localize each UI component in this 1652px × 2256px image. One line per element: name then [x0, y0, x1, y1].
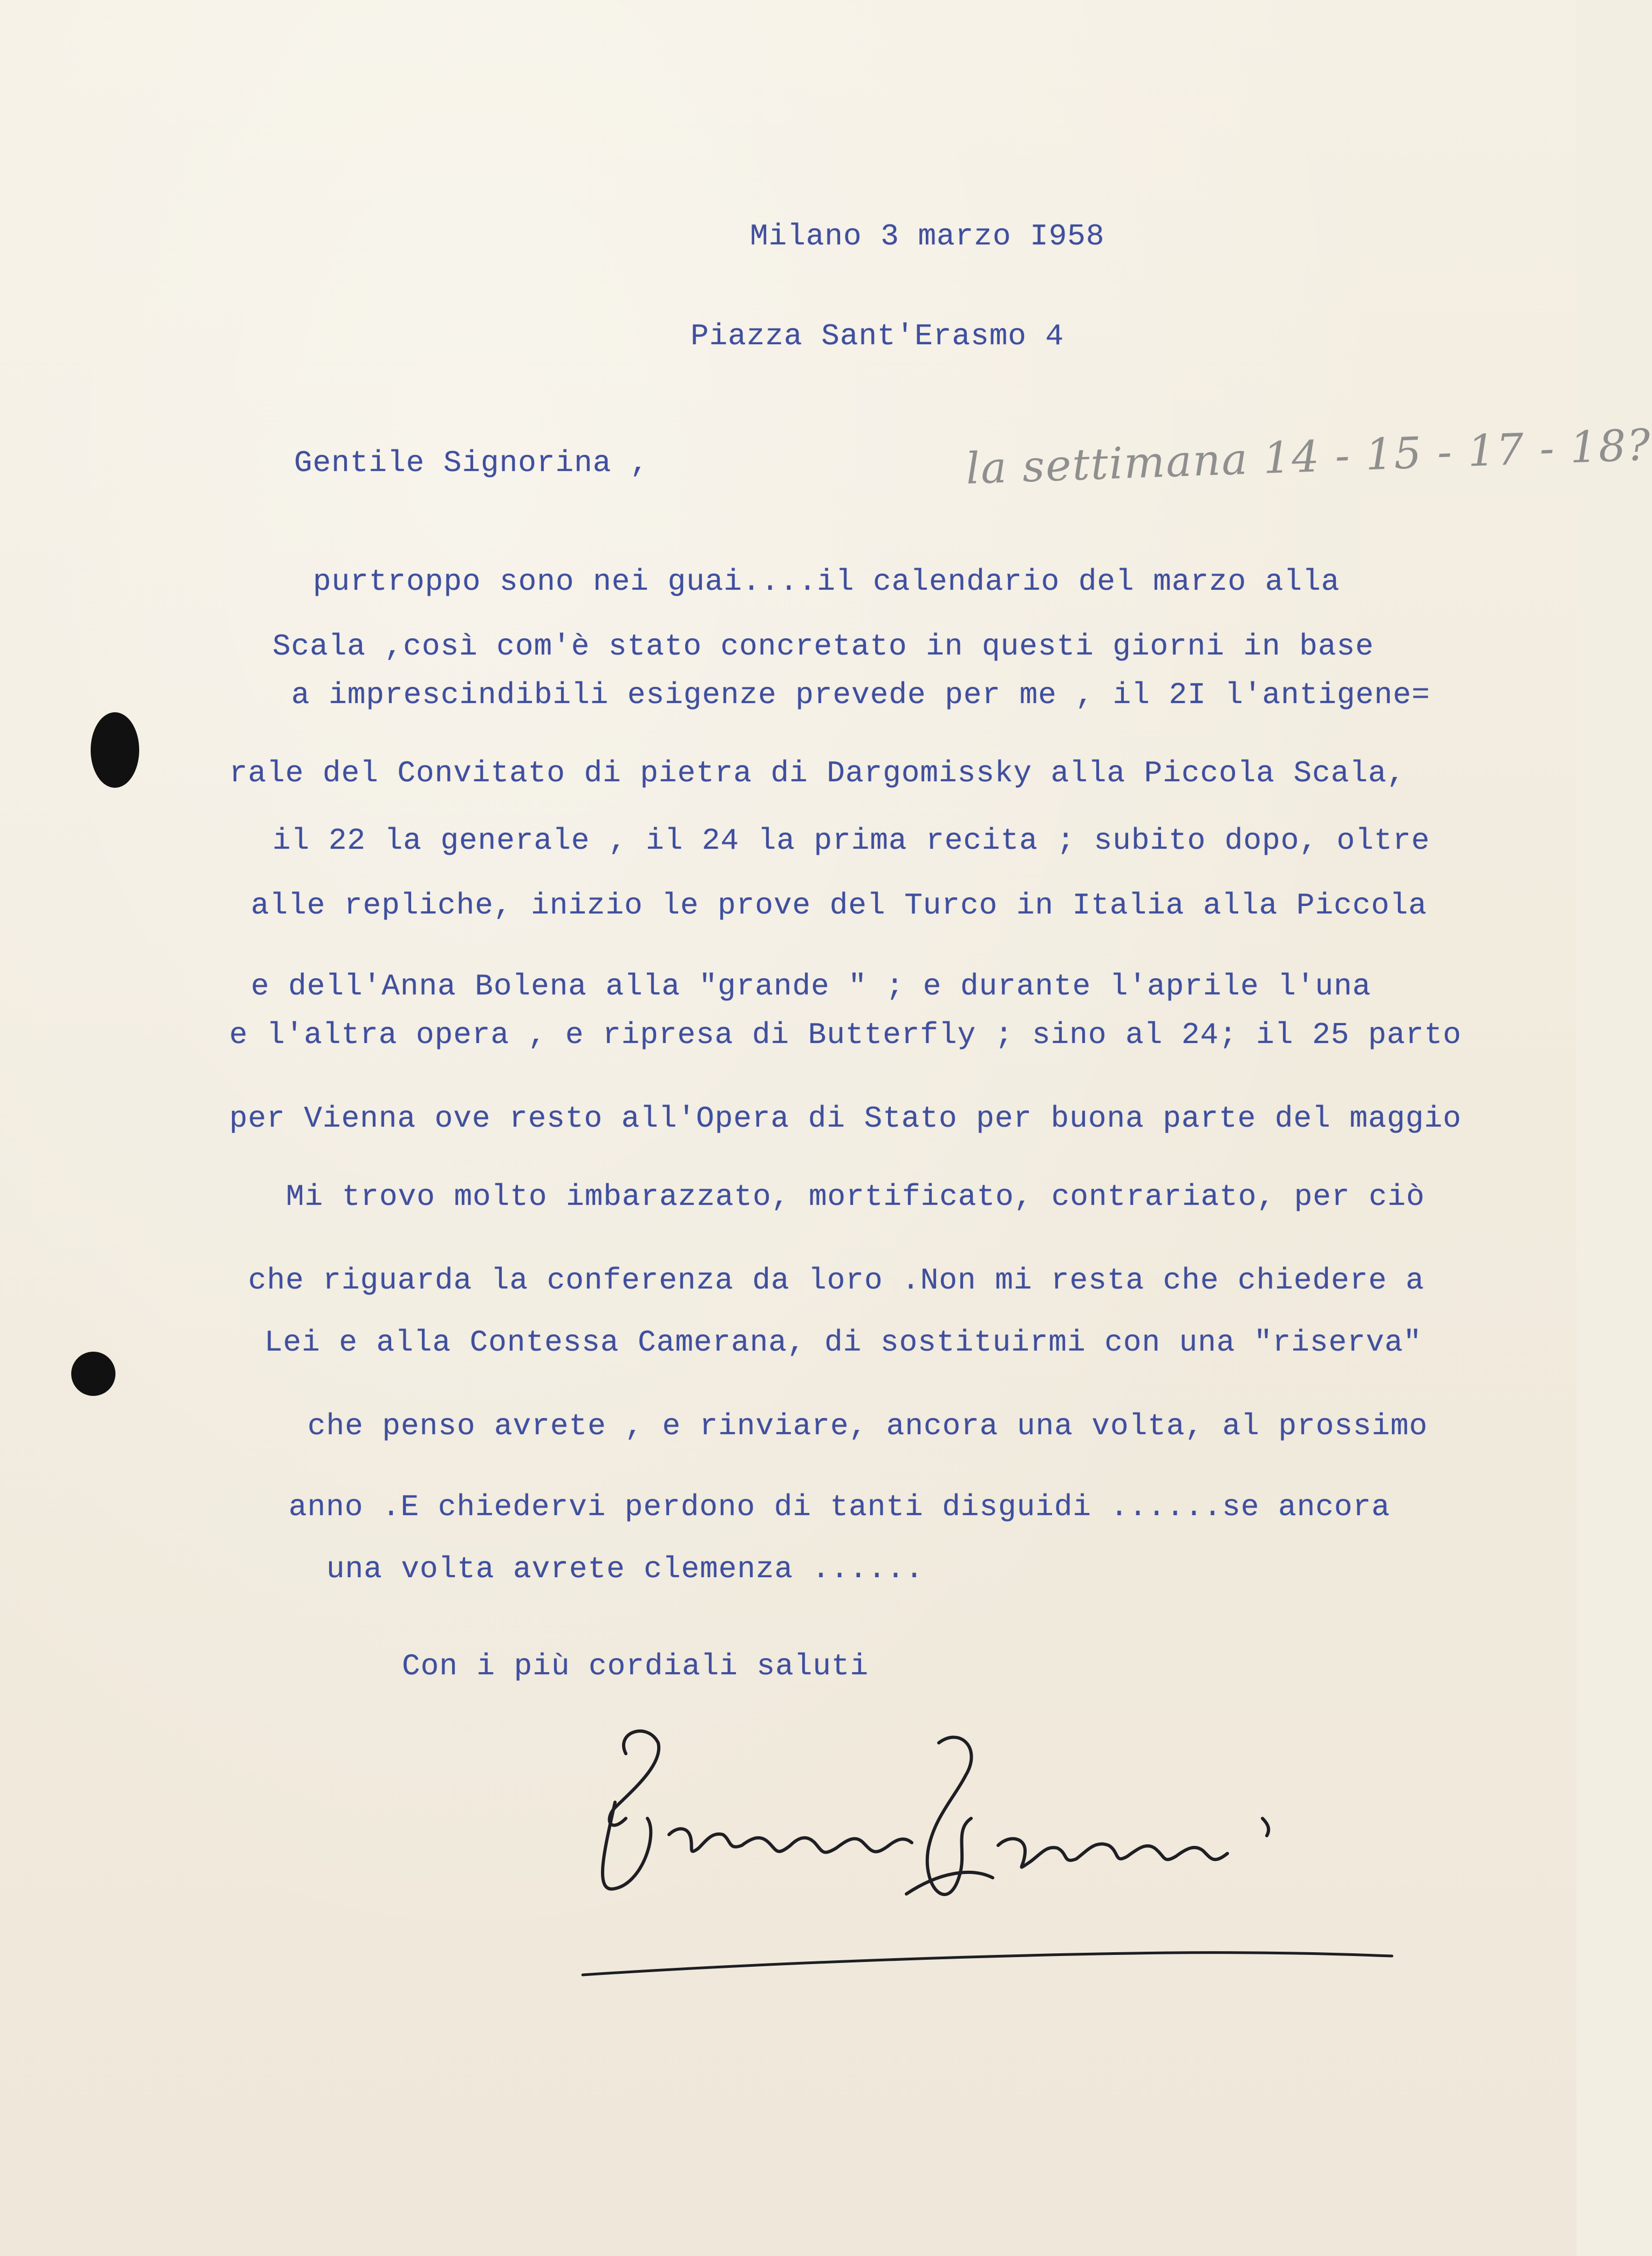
body-line: e dell'Anna Bolena alla "grande " ; e durante l'aprile l'una: [251, 969, 1371, 1004]
punch-hole: [91, 712, 139, 788]
signature: [583, 1710, 1403, 1991]
body-line: a imprescindibili esigenze prevede per me , il 2I l'antigene=: [291, 678, 1430, 712]
letter-address: Piazza Sant'Erasmo 4: [691, 319, 1064, 353]
body-line: il 22 la generale , il 24 la prima recita ; subito dopo, oltre: [272, 823, 1430, 858]
letter-salutation: Gentile Signorina ,: [294, 446, 649, 480]
pencil-margin-note: la settimana 14 - 15 - 17 - 18?: [965, 419, 1652, 494]
body-line: anno .E chiedervi perdono di tanti disguidi ......se ancora: [289, 1490, 1390, 1524]
body-line: e l'altra opera , e ripresa di Butterfly ; sino al 24; il 25 parto: [229, 1018, 1462, 1052]
body-line: per Vienna ove resto all'Opera di Stato per buona parte del maggio: [229, 1101, 1462, 1136]
body-line: che penso avrete , e rinviare, ancora una volta, al prossimo: [308, 1409, 1428, 1443]
body-line: rale del Convitato di pietra di Dargomissky alla Piccola Scala,: [229, 756, 1406, 790]
punch-hole: [71, 1352, 115, 1396]
letter-closing: Con i più cordiali saluti: [402, 1649, 869, 1684]
body-line: alle repliche, inizio le prove del Turco in Italia alla Piccola: [251, 888, 1428, 923]
body-line: Scala ,così com'è stato concretato in questi giorni in base: [272, 629, 1374, 664]
body-line: che riguarda la conferenza da loro .Non mi resta che chiedere a: [248, 1263, 1425, 1298]
body-line: una volta avrete clemenza ......: [326, 1552, 924, 1586]
body-line: Lei e alla Contessa Camerana, di sostituirmi con una "riserva": [264, 1325, 1422, 1360]
body-line: Mi trovo molto imbarazzato, mortificato, contrariato, per ciò: [286, 1180, 1425, 1214]
letter-date: Milano 3 marzo I958: [750, 219, 1105, 254]
body-line: purtroppo sono nei guai....il calendario del marzo alla: [313, 564, 1340, 599]
